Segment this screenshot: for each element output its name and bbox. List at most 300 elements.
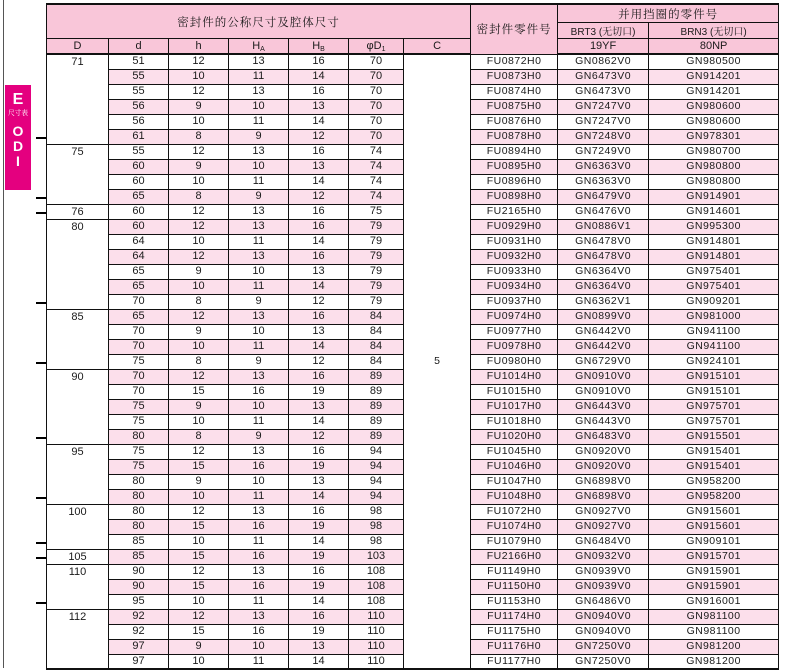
- cell-HB: 13: [289, 324, 349, 339]
- cell-HB: 16: [289, 54, 349, 69]
- cell-brt3: GN7249V0: [558, 144, 649, 159]
- cell-HA: 13: [229, 219, 289, 234]
- cell-h: 10: [169, 534, 229, 549]
- cell-d: 64: [109, 234, 169, 249]
- cell-brn3: GN980800: [649, 159, 779, 174]
- cell-part-no: FU0933H0: [471, 264, 558, 279]
- cell-h: 9: [169, 399, 229, 414]
- cell-part-no: FU1174H0: [471, 609, 558, 624]
- cell-HA: 13: [229, 249, 289, 264]
- cell-D-group: 95: [47, 444, 109, 504]
- cell-d: 92: [109, 609, 169, 624]
- cell-d: 70: [109, 339, 169, 354]
- cell-D-group: 76: [47, 204, 109, 219]
- cell-brt3: GN0927V0: [558, 519, 649, 534]
- cell-part-no: FU1177H0: [471, 654, 558, 669]
- cell-part-no: FU1046H0: [471, 459, 558, 474]
- cell-D1: 110: [349, 624, 404, 639]
- cell-d: 75: [109, 354, 169, 369]
- cell-HB: 19: [289, 624, 349, 639]
- cell-h: 10: [169, 279, 229, 294]
- cell-brn3: GN975401: [649, 264, 779, 279]
- cell-brt3: GN0940V0: [558, 609, 649, 624]
- cell-brn3: GN914201: [649, 69, 779, 84]
- cell-HB: 16: [289, 249, 349, 264]
- group-tick: [36, 137, 46, 139]
- cell-HA: 11: [229, 114, 289, 129]
- cell-D1: 110: [349, 654, 404, 669]
- cell-D1: 79: [349, 279, 404, 294]
- cell-brt3: GN6478V0: [558, 234, 649, 249]
- cell-part-no: FU0874H0: [471, 84, 558, 99]
- cell-h: 10: [169, 339, 229, 354]
- cell-brn3: GN995300: [649, 219, 779, 234]
- cell-h: 8: [169, 129, 229, 144]
- cell-part-no: FU1015H0: [471, 384, 558, 399]
- cell-HA: 11: [229, 234, 289, 249]
- cell-D-group: 112: [47, 609, 109, 669]
- cell-brn3: GN958200: [649, 474, 779, 489]
- cell-HB: 16: [289, 84, 349, 99]
- cell-brt3: GN7250V0: [558, 639, 649, 654]
- cell-brn3: GN915601: [649, 519, 779, 534]
- cell-h: 10: [169, 234, 229, 249]
- dim-col-label-φD1: $\varphi D_1$: [349, 39, 404, 55]
- cell-D1: 98: [349, 534, 404, 549]
- cell-h: 10: [169, 174, 229, 189]
- cell-D-group: 75: [47, 144, 109, 204]
- cell-HB: 16: [289, 144, 349, 159]
- cell-d: 65: [109, 279, 169, 294]
- cell-brt3: GN6478V0: [558, 249, 649, 264]
- cell-part-no: FU0876H0: [471, 114, 558, 129]
- cell-D1: 84: [349, 324, 404, 339]
- cell-brt3: GN0920V0: [558, 444, 649, 459]
- cell-d: 90: [109, 564, 169, 579]
- cell-d: 85: [109, 534, 169, 549]
- cell-brt3: GN6363V0: [558, 174, 649, 189]
- cell-D1: 79: [349, 264, 404, 279]
- cell-h: 12: [169, 609, 229, 624]
- dim-col-label-HA: $H_A$: [229, 39, 289, 55]
- cell-brn3: GN915501: [649, 429, 779, 444]
- section-tab-code: [5, 124, 31, 169]
- cell-D1: 70: [349, 69, 404, 84]
- cell-part-no: FU0875H0: [471, 99, 558, 114]
- cell-HB: 13: [289, 264, 349, 279]
- cell-part-no: FU1045H0: [471, 444, 558, 459]
- cell-h: 15: [169, 549, 229, 564]
- cell-brt3: GN6486V0: [558, 594, 649, 609]
- cell-h: 9: [169, 99, 229, 114]
- cell-h: 9: [169, 639, 229, 654]
- cell-part-no: FU0896H0: [471, 174, 558, 189]
- cell-HA: 13: [229, 204, 289, 219]
- cell-HB: 16: [289, 444, 349, 459]
- header-row-1: [47, 4, 779, 23]
- cell-h: 8: [169, 429, 229, 444]
- cell-brn3: GN975701: [649, 414, 779, 429]
- cell-brn3: GN915901: [649, 564, 779, 579]
- cell-HA: 16: [229, 384, 289, 399]
- cell-HA: 16: [229, 624, 289, 639]
- cell-d: 75: [109, 459, 169, 474]
- cell-h: 12: [169, 84, 229, 99]
- cell-HA: 16: [229, 549, 289, 564]
- cell-D1: 110: [349, 639, 404, 654]
- cell-D1: 89: [349, 384, 404, 399]
- cell-brt3: GN6898V0: [558, 474, 649, 489]
- cell-h: 15: [169, 519, 229, 534]
- section-tab-label: 尺寸表: [8, 110, 28, 117]
- cell-HB: 19: [289, 519, 349, 534]
- cell-part-no: FU0977H0: [471, 324, 558, 339]
- cell-HB: 14: [289, 414, 349, 429]
- cell-part-no: FU0934H0: [471, 279, 558, 294]
- cell-h: 9: [169, 159, 229, 174]
- cell-HB: 16: [289, 564, 349, 579]
- cell-part-no: FU2166H0: [471, 549, 558, 564]
- cell-HB: 16: [289, 369, 349, 384]
- cell-brn3: GN909101: [649, 534, 779, 549]
- cell-h: 8: [169, 294, 229, 309]
- cell-brn3: GN916001: [649, 594, 779, 609]
- table-row: [47, 54, 779, 69]
- part-no-header: 密封件零件号: [471, 4, 558, 54]
- cell-D1: 84: [349, 339, 404, 354]
- cell-HA: 13: [229, 504, 289, 519]
- cell-brt3: GN0939V0: [558, 579, 649, 594]
- cell-h: 12: [169, 249, 229, 264]
- cell-D1: 103: [349, 549, 404, 564]
- group-tick: [36, 557, 46, 559]
- cell-HB: 14: [289, 654, 349, 669]
- cell-brt3: GN6443V0: [558, 399, 649, 414]
- cell-D1: 79: [349, 294, 404, 309]
- cell-h: 12: [169, 219, 229, 234]
- cell-brn3: GN909201: [649, 294, 779, 309]
- cell-D1: 98: [349, 504, 404, 519]
- cell-brn3: GN915101: [649, 369, 779, 384]
- cell-h: 9: [169, 324, 229, 339]
- cell-D1: 89: [349, 399, 404, 414]
- cell-d: 70: [109, 384, 169, 399]
- ring-code-19yf: 19YF: [558, 39, 649, 55]
- cell-D1: 84: [349, 354, 404, 369]
- cell-HB: 12: [289, 354, 349, 369]
- cell-brt3: GN7248V0: [558, 129, 649, 144]
- cell-h: 10: [169, 69, 229, 84]
- cell-D-group: 71: [47, 54, 109, 144]
- cell-HA: 13: [229, 84, 289, 99]
- cell-part-no: FU1149H0: [471, 564, 558, 579]
- section-tab: [5, 85, 31, 190]
- cell-HB: 14: [289, 234, 349, 249]
- cell-h: 12: [169, 564, 229, 579]
- cell-HA: 10: [229, 99, 289, 114]
- section-tab-code-letter: I: [16, 153, 20, 169]
- cell-h: 10: [169, 654, 229, 669]
- cell-D-group: 110: [47, 564, 109, 609]
- cell-HB: 14: [289, 339, 349, 354]
- cell-brn3: GN915701: [649, 549, 779, 564]
- cell-brt3: GN6473V0: [558, 84, 649, 99]
- cell-part-no: FU1074H0: [471, 519, 558, 534]
- cell-HB: 14: [289, 594, 349, 609]
- cell-HA: 10: [229, 264, 289, 279]
- cell-brt3: GN6364V0: [558, 264, 649, 279]
- cell-D1: 89: [349, 429, 404, 444]
- cell-brt3: GN0886V1: [558, 219, 649, 234]
- cell-h: 8: [169, 354, 229, 369]
- cell-HA: 10: [229, 159, 289, 174]
- cell-D-group: 100: [47, 504, 109, 549]
- group-tick: [36, 542, 46, 544]
- cell-D1: 79: [349, 234, 404, 249]
- cell-part-no: FU1079H0: [471, 534, 558, 549]
- cell-brn3: GN915401: [649, 459, 779, 474]
- cell-HA: 9: [229, 354, 289, 369]
- cell-h: 10: [169, 594, 229, 609]
- cell-part-no: FU1175H0: [471, 624, 558, 639]
- cell-part-no: FU1017H0: [471, 399, 558, 414]
- dim-col-label-C: C: [404, 39, 471, 55]
- cell-HA: 9: [229, 189, 289, 204]
- cell-h: 9: [169, 264, 229, 279]
- cell-HA: 9: [229, 294, 289, 309]
- cell-part-no: FU0894H0: [471, 144, 558, 159]
- group-tick: [36, 602, 46, 604]
- cell-part-no: FU1150H0: [471, 579, 558, 594]
- cell-brn3: GN915601: [649, 504, 779, 519]
- cell-D-group: 105: [47, 549, 109, 564]
- cell-h: 12: [169, 504, 229, 519]
- cell-part-no: FU1018H0: [471, 414, 558, 429]
- cell-HB: 16: [289, 609, 349, 624]
- cell-brn3: GN914601: [649, 204, 779, 219]
- cell-HA: 13: [229, 54, 289, 69]
- cell-brn3: GN915901: [649, 579, 779, 594]
- cell-HB: 19: [289, 549, 349, 564]
- cell-HA: 13: [229, 144, 289, 159]
- cell-brt3: GN6729V0: [558, 354, 649, 369]
- cell-part-no: FU2165H0: [471, 204, 558, 219]
- cell-h: 15: [169, 624, 229, 639]
- cell-d: 60: [109, 174, 169, 189]
- cell-brt3: GN6483V0: [558, 429, 649, 444]
- cell-d: 75: [109, 414, 169, 429]
- cell-d: 55: [109, 69, 169, 84]
- cell-d: 60: [109, 219, 169, 234]
- cell-h: 8: [169, 189, 229, 204]
- cell-brn3: GN941100: [649, 324, 779, 339]
- cell-d: 95: [109, 594, 169, 609]
- cell-D1: 74: [349, 159, 404, 174]
- page-edge-rule: [3, 0, 4, 668]
- cell-HB: 13: [289, 99, 349, 114]
- cell-part-no: FU0980H0: [471, 354, 558, 369]
- cell-D1: 70: [349, 99, 404, 114]
- cell-h: 15: [169, 384, 229, 399]
- ring-code-80np: 80NP: [649, 39, 779, 55]
- cell-h: 15: [169, 579, 229, 594]
- cell-d: 75: [109, 399, 169, 414]
- cell-d: 80: [109, 519, 169, 534]
- dim-col-label-HB: $H_B$: [289, 39, 349, 55]
- cell-d: 80: [109, 504, 169, 519]
- cell-part-no: FU0978H0: [471, 339, 558, 354]
- section-tab-code-letter: D: [12, 138, 24, 154]
- cell-brn3: GN975401: [649, 279, 779, 294]
- cell-HA: 10: [229, 474, 289, 489]
- cell-D1: 94: [349, 459, 404, 474]
- cell-HB: 12: [289, 429, 349, 444]
- cell-D1: 70: [349, 54, 404, 69]
- cell-HA: 11: [229, 654, 289, 669]
- cell-D1: 70: [349, 114, 404, 129]
- cell-HB: 12: [289, 189, 349, 204]
- cell-d: 97: [109, 639, 169, 654]
- cell-brn3: GN981100: [649, 624, 779, 639]
- cell-HB: 16: [289, 504, 349, 519]
- cell-brn3: GN981100: [649, 609, 779, 624]
- group-tick: [36, 497, 46, 499]
- cell-brn3: GN981200: [649, 639, 779, 654]
- cell-h: 12: [169, 309, 229, 324]
- cell-HA: 9: [229, 129, 289, 144]
- rings-header: 并用挡圈的零件号: [558, 4, 779, 23]
- cell-part-no: FU1176H0: [471, 639, 558, 654]
- cell-brt3: GN6364V0: [558, 279, 649, 294]
- cell-brt3: GN6479V0: [558, 189, 649, 204]
- cell-brn3: GN981000: [649, 309, 779, 324]
- cell-D1: 110: [349, 609, 404, 624]
- dim-col-label-D: D: [47, 39, 109, 55]
- catalog-table: [46, 3, 779, 670]
- cell-brt3: GN7250V0: [558, 654, 649, 669]
- cell-HB: 12: [289, 129, 349, 144]
- cell-part-no: FU0895H0: [471, 159, 558, 174]
- cell-h: 12: [169, 369, 229, 384]
- cell-HA: 10: [229, 639, 289, 654]
- cell-h: 12: [169, 54, 229, 69]
- dim-col-label-d: d: [109, 39, 169, 55]
- cell-brn3: GN981200: [649, 654, 779, 669]
- cell-brn3: GN980600: [649, 99, 779, 114]
- cell-h: 9: [169, 474, 229, 489]
- cell-D1: 74: [349, 189, 404, 204]
- cell-h: 10: [169, 414, 229, 429]
- cell-HA: 11: [229, 339, 289, 354]
- cell-part-no: FU1047H0: [471, 474, 558, 489]
- cell-part-no: FU1048H0: [471, 489, 558, 504]
- cell-D1: 108: [349, 564, 404, 579]
- cell-brt3: GN0862V0: [558, 54, 649, 69]
- cell-d: 70: [109, 369, 169, 384]
- cell-part-no: FU1072H0: [471, 504, 558, 519]
- cell-HB: 16: [289, 204, 349, 219]
- cell-D1: 89: [349, 369, 404, 384]
- cell-HB: 13: [289, 399, 349, 414]
- cell-C: 5: [404, 54, 471, 669]
- cell-part-no: FU1153H0: [471, 594, 558, 609]
- cell-h: 12: [169, 444, 229, 459]
- cell-brt3: GN6473V0: [558, 69, 649, 84]
- cell-HA: 16: [229, 519, 289, 534]
- cell-d: 92: [109, 624, 169, 639]
- cell-d: 55: [109, 144, 169, 159]
- cell-brt3: GN0910V0: [558, 369, 649, 384]
- cell-HB: 19: [289, 384, 349, 399]
- cell-HB: 14: [289, 69, 349, 84]
- cell-brn3: GN980500: [649, 54, 779, 69]
- cell-d: 65: [109, 264, 169, 279]
- cell-h: 15: [169, 459, 229, 474]
- cell-HB: 14: [289, 114, 349, 129]
- cell-brt3: GN0920V0: [558, 459, 649, 474]
- cell-D-group: 80: [47, 219, 109, 309]
- cell-brt3: GN6443V0: [558, 414, 649, 429]
- cell-brt3: GN0927V0: [558, 504, 649, 519]
- cell-h: 10: [169, 114, 229, 129]
- cell-brn3: GN914901: [649, 189, 779, 204]
- ring-type-brt3: BRT3 (无切口): [558, 23, 649, 39]
- cell-d: 90: [109, 579, 169, 594]
- cell-brt3: GN0932V0: [558, 549, 649, 564]
- cell-brt3: GN0910V0: [558, 384, 649, 399]
- cell-part-no: FU0932H0: [471, 249, 558, 264]
- group-tick: [36, 362, 46, 364]
- cell-d: 51: [109, 54, 169, 69]
- cell-brt3: GN6363V0: [558, 159, 649, 174]
- cell-d: 55: [109, 84, 169, 99]
- cell-HA: 13: [229, 369, 289, 384]
- cell-brt3: GN6442V0: [558, 324, 649, 339]
- cell-HB: 14: [289, 279, 349, 294]
- cell-D1: 94: [349, 474, 404, 489]
- cell-brn3: GN914801: [649, 249, 779, 264]
- cell-brt3: GN6484V0: [558, 534, 649, 549]
- cell-part-no: FU0878H0: [471, 129, 558, 144]
- cell-brt3: GN0899V0: [558, 309, 649, 324]
- group-tick: [36, 302, 46, 304]
- section-tab-code-letter: O: [12, 123, 24, 139]
- cell-part-no: FU0898H0: [471, 189, 558, 204]
- dim-col-label-h: h: [169, 39, 229, 55]
- cell-brn3: GN980700: [649, 144, 779, 159]
- cell-D1: 70: [349, 129, 404, 144]
- cell-D1: 74: [349, 144, 404, 159]
- cell-d: 70: [109, 324, 169, 339]
- cell-HB: 14: [289, 489, 349, 504]
- cell-brn3: GN975701: [649, 399, 779, 414]
- cell-HA: 11: [229, 174, 289, 189]
- cell-brt3: GN6362V1: [558, 294, 649, 309]
- cell-HA: 11: [229, 534, 289, 549]
- cell-d: 56: [109, 99, 169, 114]
- cell-brt3: GN7247V0: [558, 114, 649, 129]
- dims-header: 密封件的公称尺寸及腔体尺寸: [47, 4, 471, 39]
- cell-brn3: GN915101: [649, 384, 779, 399]
- cell-d: 60: [109, 159, 169, 174]
- cell-h: 12: [169, 144, 229, 159]
- cell-brn3: GN958200: [649, 489, 779, 504]
- cell-part-no: FU1020H0: [471, 429, 558, 444]
- cell-D-group: 85: [47, 309, 109, 369]
- cell-D1: 94: [349, 489, 404, 504]
- cell-d: 56: [109, 114, 169, 129]
- cell-d: 65: [109, 309, 169, 324]
